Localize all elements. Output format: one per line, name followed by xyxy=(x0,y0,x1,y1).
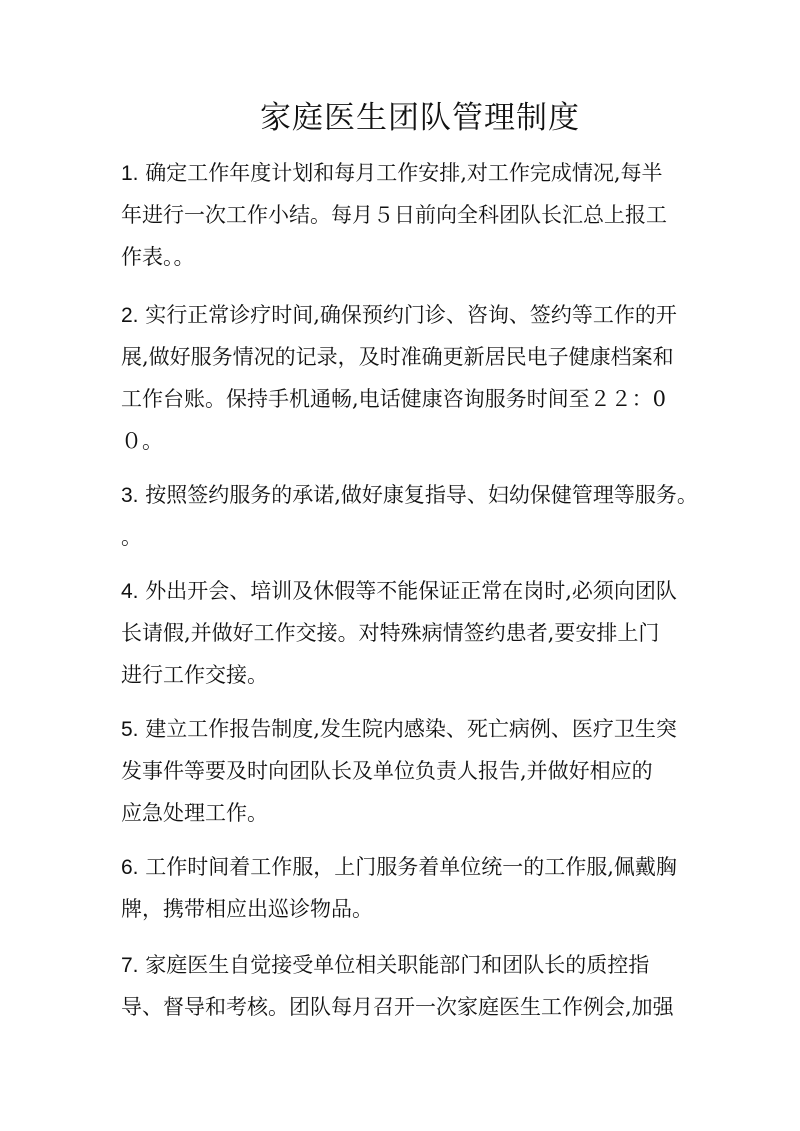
rule-item-2-number: 2. xyxy=(121,304,139,327)
rule-item-1-line-1 xyxy=(121,152,687,194)
rule-item-3 xyxy=(121,474,698,558)
rule-item-3-number: 3. xyxy=(121,484,139,507)
rule-item-1 xyxy=(121,152,687,278)
rule-item-6-text-1: 工作时间着工作服，上门服务着单位统一的工作服,佩戴胸 xyxy=(145,855,677,879)
rule-item-6-line-1 xyxy=(121,846,687,888)
rule-item-4-line-3: 进行工作交接。 xyxy=(121,663,268,687)
rule-item-7 xyxy=(121,944,687,1028)
rule-item-1-line-2: 年进行一次工作小结。每月５日前向全科团队长汇总上报工 xyxy=(121,203,667,227)
rule-item-4-line-1 xyxy=(121,570,687,612)
rule-item-5 xyxy=(121,708,687,834)
rule-item-7-line-1 xyxy=(121,944,687,986)
document-title: 家庭医生团队管理制度 xyxy=(260,100,580,136)
rule-item-4 xyxy=(121,570,687,696)
rule-item-1-text-1: 确定工作年度计划和每月工作安排,对工作完成情况,每半 xyxy=(145,161,663,185)
rule-item-7-text-1: 家庭医生自觉接受单位相关职能部门和团队长的质控指 xyxy=(145,953,650,977)
rule-item-5-line-3: 应急处理工作。 xyxy=(121,801,268,825)
rule-item-5-number: 5. xyxy=(121,718,139,741)
rule-item-6-number: 6. xyxy=(121,856,139,879)
rule-item-4-line-2: 长请假,并做好工作交接。对特殊病情签约患者,要安排上门 xyxy=(121,621,660,645)
rule-item-6 xyxy=(121,846,687,930)
rule-item-2 xyxy=(121,294,687,462)
rule-item-2-line-2: 展,做好服务情况的记录，及时准确更新居民电子健康档案和 xyxy=(121,345,674,369)
rule-item-2-line-1 xyxy=(121,294,687,336)
rule-item-5-line-2: 发事件等要及时向团队长及单位负责人报告,并做好相应的 xyxy=(121,759,653,783)
rule-item-5-text-1: 建立工作报告制度,发生院内感染、死亡病例、医疗卫生突 xyxy=(145,717,677,741)
rule-item-3-line-1 xyxy=(121,474,698,516)
rule-item-7-line-2: 导、督导和考核。团队每月召开一次家庭医生工作例会,加强 xyxy=(121,995,674,1019)
rule-item-1-number: 1. xyxy=(121,162,139,185)
rule-item-1-line-3: 作表。。 xyxy=(121,245,195,269)
rule-item-4-text-1: 外出开会、培训及休假等不能保证正常在岗时,必须向团队 xyxy=(145,579,677,603)
rule-item-2-line-3: 工作台账。保持手机通畅,电话健康咨询服务时间至２２：0 xyxy=(121,387,667,411)
rule-item-3-text-1: 按照签约服务的承诺,做好康复指导、妇幼保健管理等服务。 xyxy=(145,483,698,507)
rule-item-5-line-1 xyxy=(121,708,687,750)
rule-item-7-number: 7. xyxy=(121,954,139,977)
rule-item-4-number: 4. xyxy=(121,580,139,603)
rule-item-3-line-2: 。 xyxy=(121,525,142,549)
rule-item-2-text-1: 实行正常诊疗时间,确保预约门诊、咨询、签约等工作的开 xyxy=(145,303,677,327)
rule-item-2-line-4: ０。 xyxy=(121,429,163,453)
rule-item-6-line-2: 牌，携带相应出巡诊物品。 xyxy=(121,897,373,921)
